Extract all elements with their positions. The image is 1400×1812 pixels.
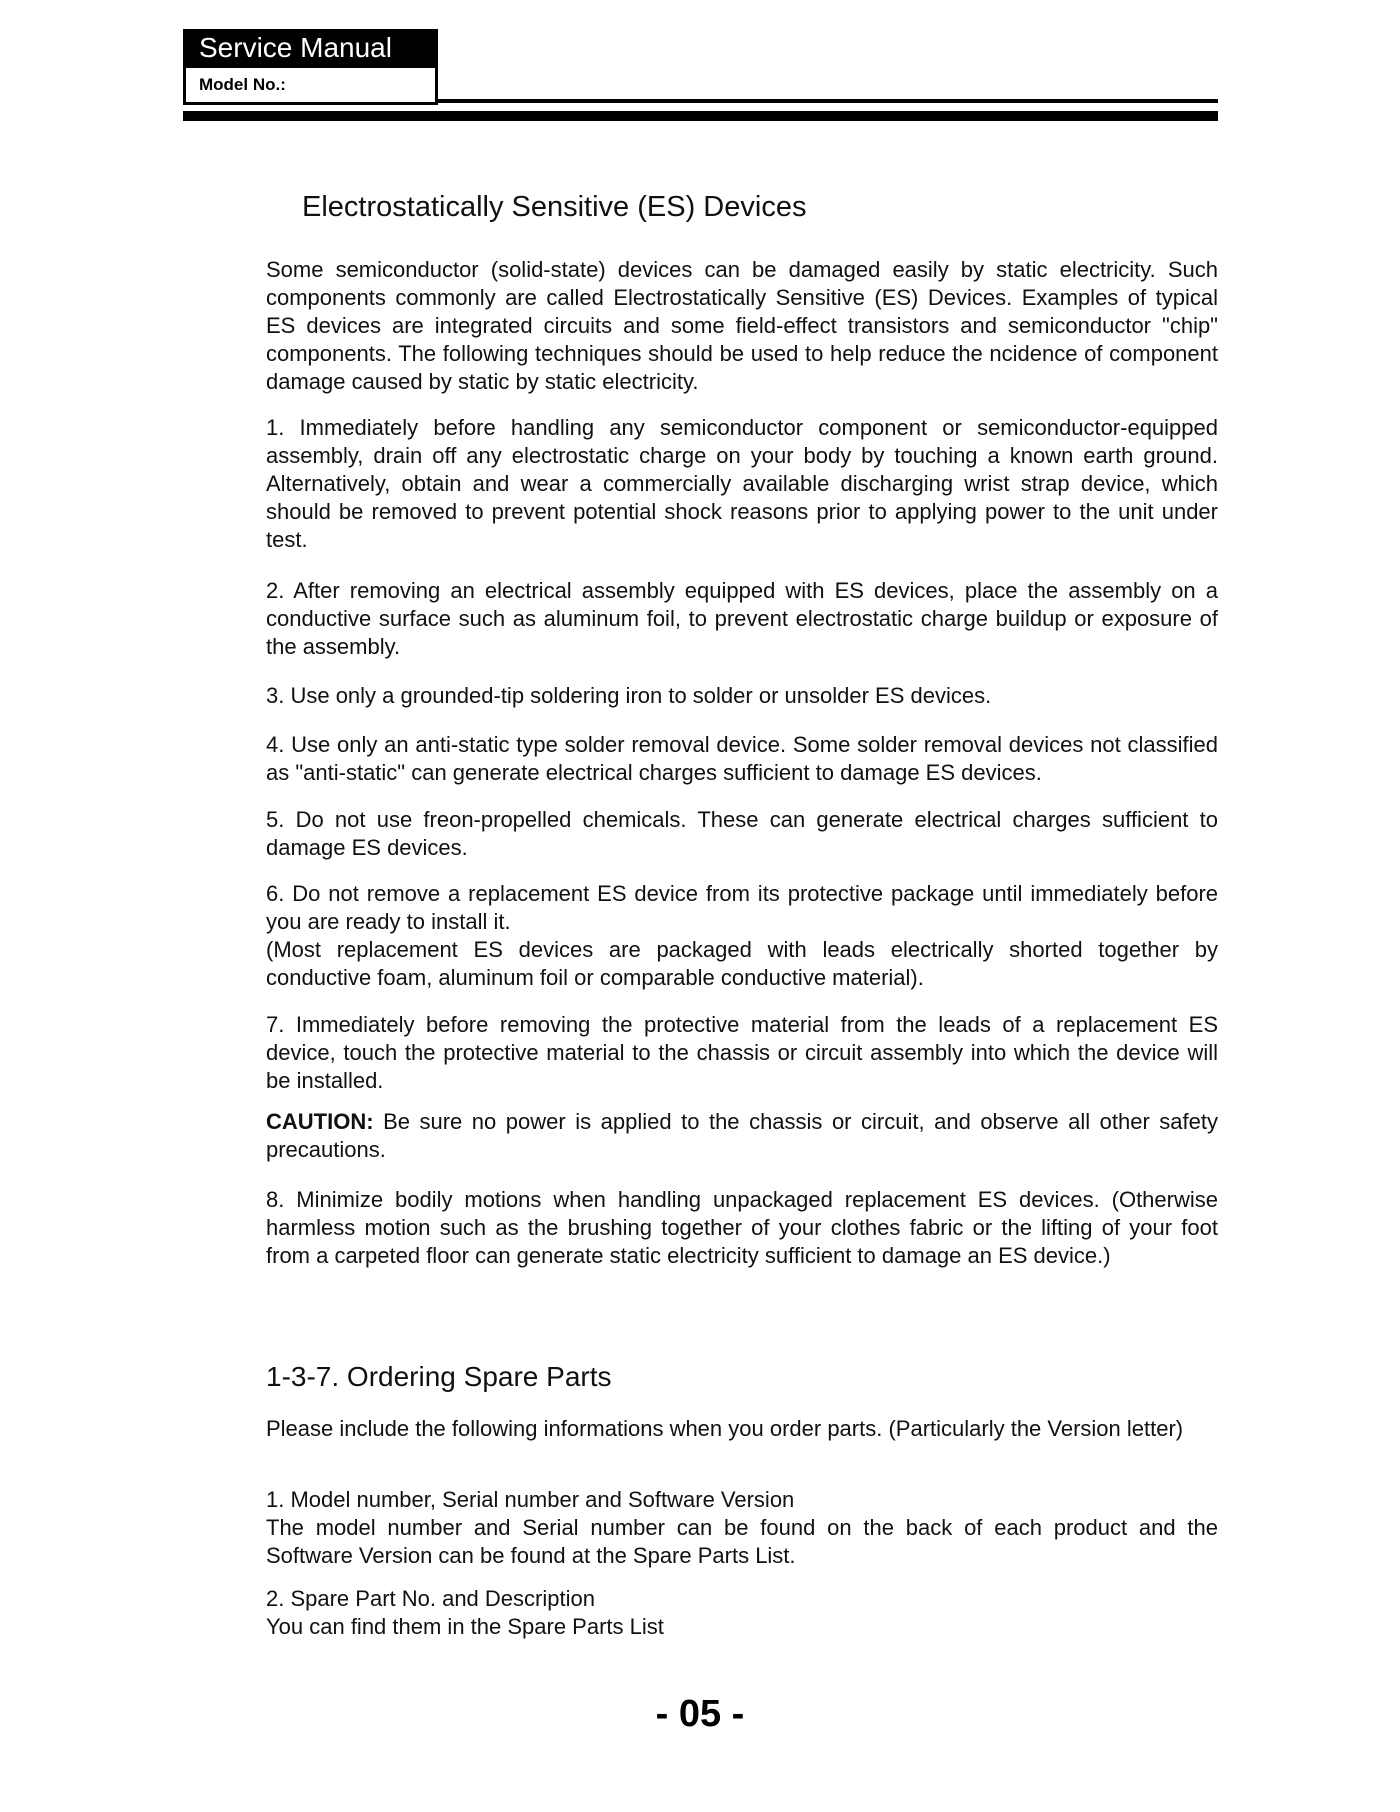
es-item-6-text: 6. Do not remove a replacement ES device from its protective package until immediately before you are ready to install it. [266, 881, 1218, 934]
es-item-2: 2. After removing an electrical assembly equipped with ES devices, place the assembly on a conductive surface such as aluminum foil, to prevent electrostatic charge buildup or exposure of the assembly. [266, 578, 1218, 659]
model-number-label: Model No.: [199, 75, 286, 94]
header-title-band [183, 29, 438, 66]
page-number: - 05 - [655, 1693, 745, 1735]
ordering-item-1-text: The model number and Serial number can be found on the back of each product and the Software Version can be found at the Spare Parts List. [266, 1515, 1218, 1568]
caution-paragraph [266, 1108, 1218, 1164]
header-rule-thin [435, 99, 1218, 103]
es-item-6-note: (Most replacement ES devices are packaged with leads electrically shorted together by conductive foam, aluminum foil or comparable conductive material). [266, 937, 1218, 990]
ordering-item-2-text: You can find them in the Spare Parts List [266, 1614, 664, 1639]
es-item-5: 5. Do not use freon-propelled chemicals. These can generate electrical charges sufficient to damage ES devices. [266, 807, 1218, 860]
es-item-4: 4. Use only an anti-static type solder removal device. Some solder removal devices not classified as "anti-static" can generate electrical charges sufficient to damage ES devices. [266, 732, 1218, 785]
ordering-item-1-heading: 1. Model number, Serial number and Software Version [266, 1487, 795, 1512]
es-intro-paragraph: Some semiconductor (solid-state) devices can be damaged easily by static electricity. Such components commonly are called Electrostatically Sensitive (ES) Devices. Examples of typical ES devices are integrated circuits and some field-effect transistors and semiconductor "chip" components. The following techniques should be used to help reduce the ncidence of component damage caused by static by static electricity. [266, 257, 1218, 394]
es-item-6 [266, 880, 1218, 992]
caution-label: CAUTION: [266, 1109, 374, 1134]
header-rule-thick [183, 111, 1218, 121]
ordering-intro: Please include the following informations when you order parts. (Particularly the Version letter) [266, 1416, 1184, 1441]
ordering-item-1 [266, 1486, 1218, 1570]
ordering-item-2-heading: 2. Spare Part No. and Description [266, 1586, 595, 1611]
es-item-7: 7. Immediately before removing the protective material from the leads of a replacement ES device, touch the protective material to the chassis or circuit assembly into which the device will be installed. [266, 1012, 1218, 1093]
caution-text: Be sure no power is applied to the chassis or circuit, and observe all other safety precautions. [266, 1109, 1218, 1162]
header-title: Service Manual [199, 32, 392, 63]
es-item-8: 8. Minimize bodily motions when handling unpackaged replacement ES devices. (Otherwise harmless motion such as the brushing together of your clothes fabric or the lifting of your foot from a carpeted floor can generate static electricity sufficient to damage an ES device.) [266, 1187, 1218, 1268]
ordering-item-2 [266, 1585, 1218, 1641]
es-item-1: 1. Immediately before handling any semiconductor component or semiconductor-equipped assembly, drain off any electrostatic charge on your body by touching a known earth ground. Alternatively, obtain and wear a commercially available discharging wrist strap device, which should be removed to prevent potential shock reasons prior to applying power to the unit under test. [266, 415, 1218, 552]
es-item-3: 3. Use only a grounded-tip soldering iron to solder or unsolder ES devices. [266, 683, 992, 708]
es-section-title: Electrostatically Sensitive (ES) Devices [302, 191, 807, 223]
model-number-box [183, 65, 438, 105]
ordering-section-title: 1-3-7. Ordering Spare Parts [266, 1361, 612, 1392]
